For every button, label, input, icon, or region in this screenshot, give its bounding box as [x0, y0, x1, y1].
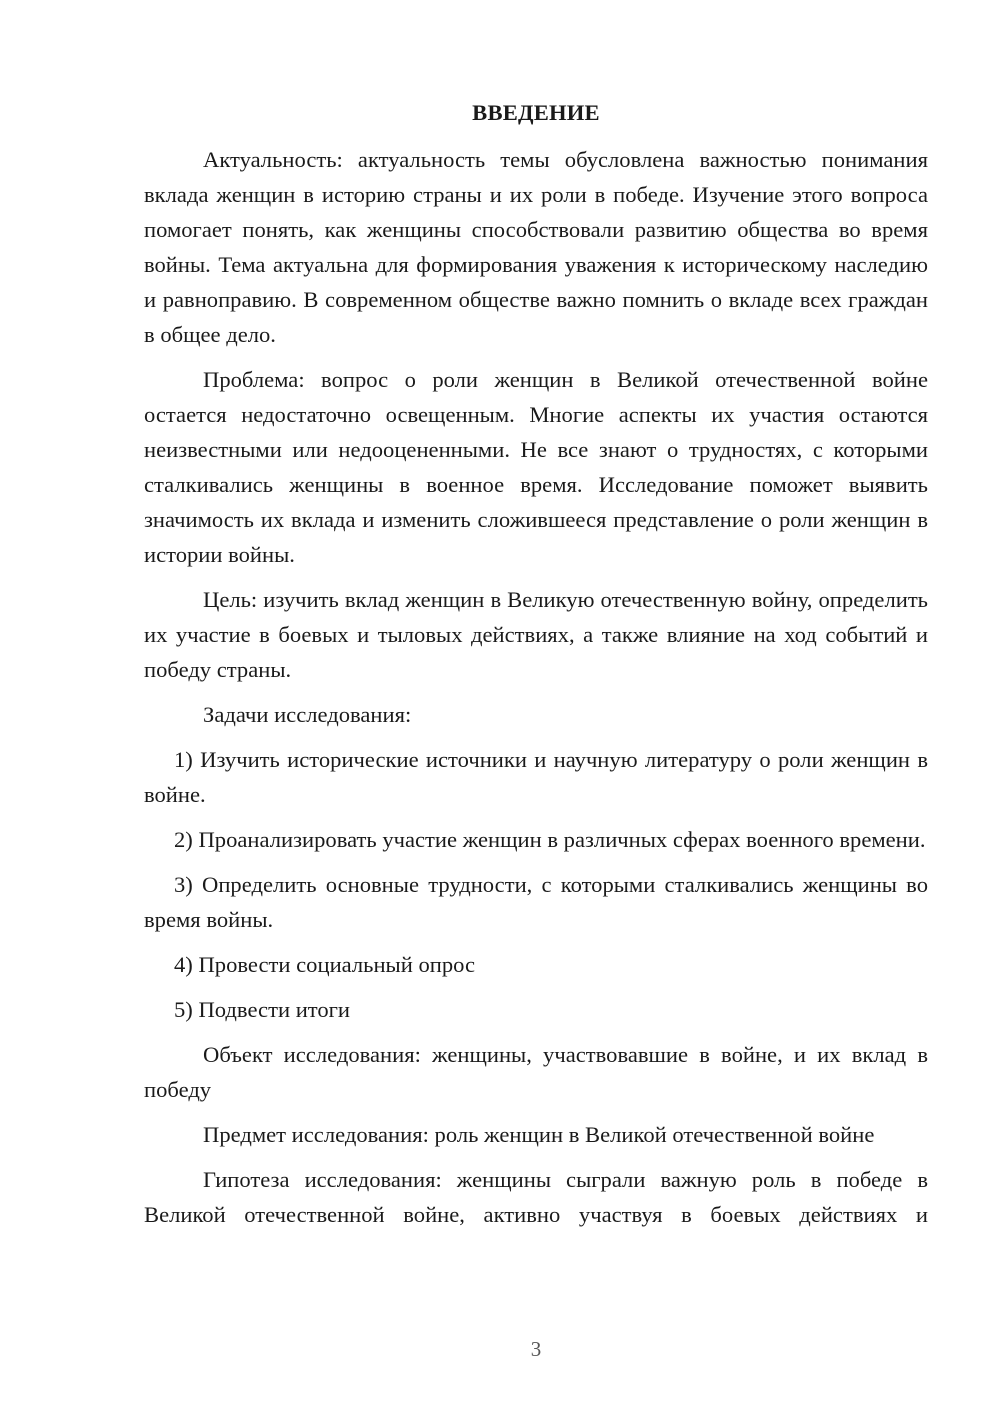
task-item-1: 1) Изучить исторические источники и научную литературу о роли женщин в войне. [144, 747, 928, 807]
paragraph-hypothesis: Гипотеза исследования: женщины сыграли важную роль в победе в Великой отечественной войне, активно участвуя в боевых действиях и [144, 1167, 928, 1227]
task-item-3: 3) Определить основные трудности, с которыми сталкивались женщины во время войны. [144, 872, 928, 932]
page-number: 3 [530, 1337, 542, 1361]
task-item-2: 2) Проанализировать участие женщин в различных сферах военного времени. [174, 827, 926, 852]
page-content [144, 95, 928, 1242]
paragraph-subject: Предмет исследования: роль женщин в Великой отечественной войне [203, 1122, 875, 1147]
tasks-label: Задачи исследования: [203, 702, 412, 727]
task-item-5: 5) Подвести итоги [174, 997, 351, 1022]
paragraph-problem: Проблема: вопрос о роли женщин в Великой отечественной войне остается недостаточно освещенным. Многие аспекты их участия остаются неизвестными или недооцененными. Не все знают о трудностях, с которыми сталкивались женщины в военное время. Исследование поможет выявить значимость их вклада и изменить сложившееся представление о роли женщин в истории войны. [144, 367, 928, 567]
paragraph-object: Объект исследования: женщины, участвовавшие в войне, и их вклад в победу [144, 1042, 928, 1102]
task-item-4: 4) Провести социальный опрос [174, 952, 476, 977]
section-heading: ВВЕДЕНИЕ [472, 100, 600, 125]
paragraph-relevance: Актуальность: актуальность темы обусловлена важностью понимания вклада женщин в историю страны и их роли в победе. Изучение этого вопроса помогает понять, как женщины способствовали развитию общества во время войны. Тема актуальна для формирования уважения к историческому наследию и равноправию. В современном обществе важно помнить о вкладе всех граждан в общее дело. [144, 147, 928, 347]
paragraph-goal: Цель: изучить вклад женщин в Великую отечественную войну, определить их участие в боевых и тыловых действиях, а также влияние на ход событий и победу страны. [144, 587, 928, 682]
